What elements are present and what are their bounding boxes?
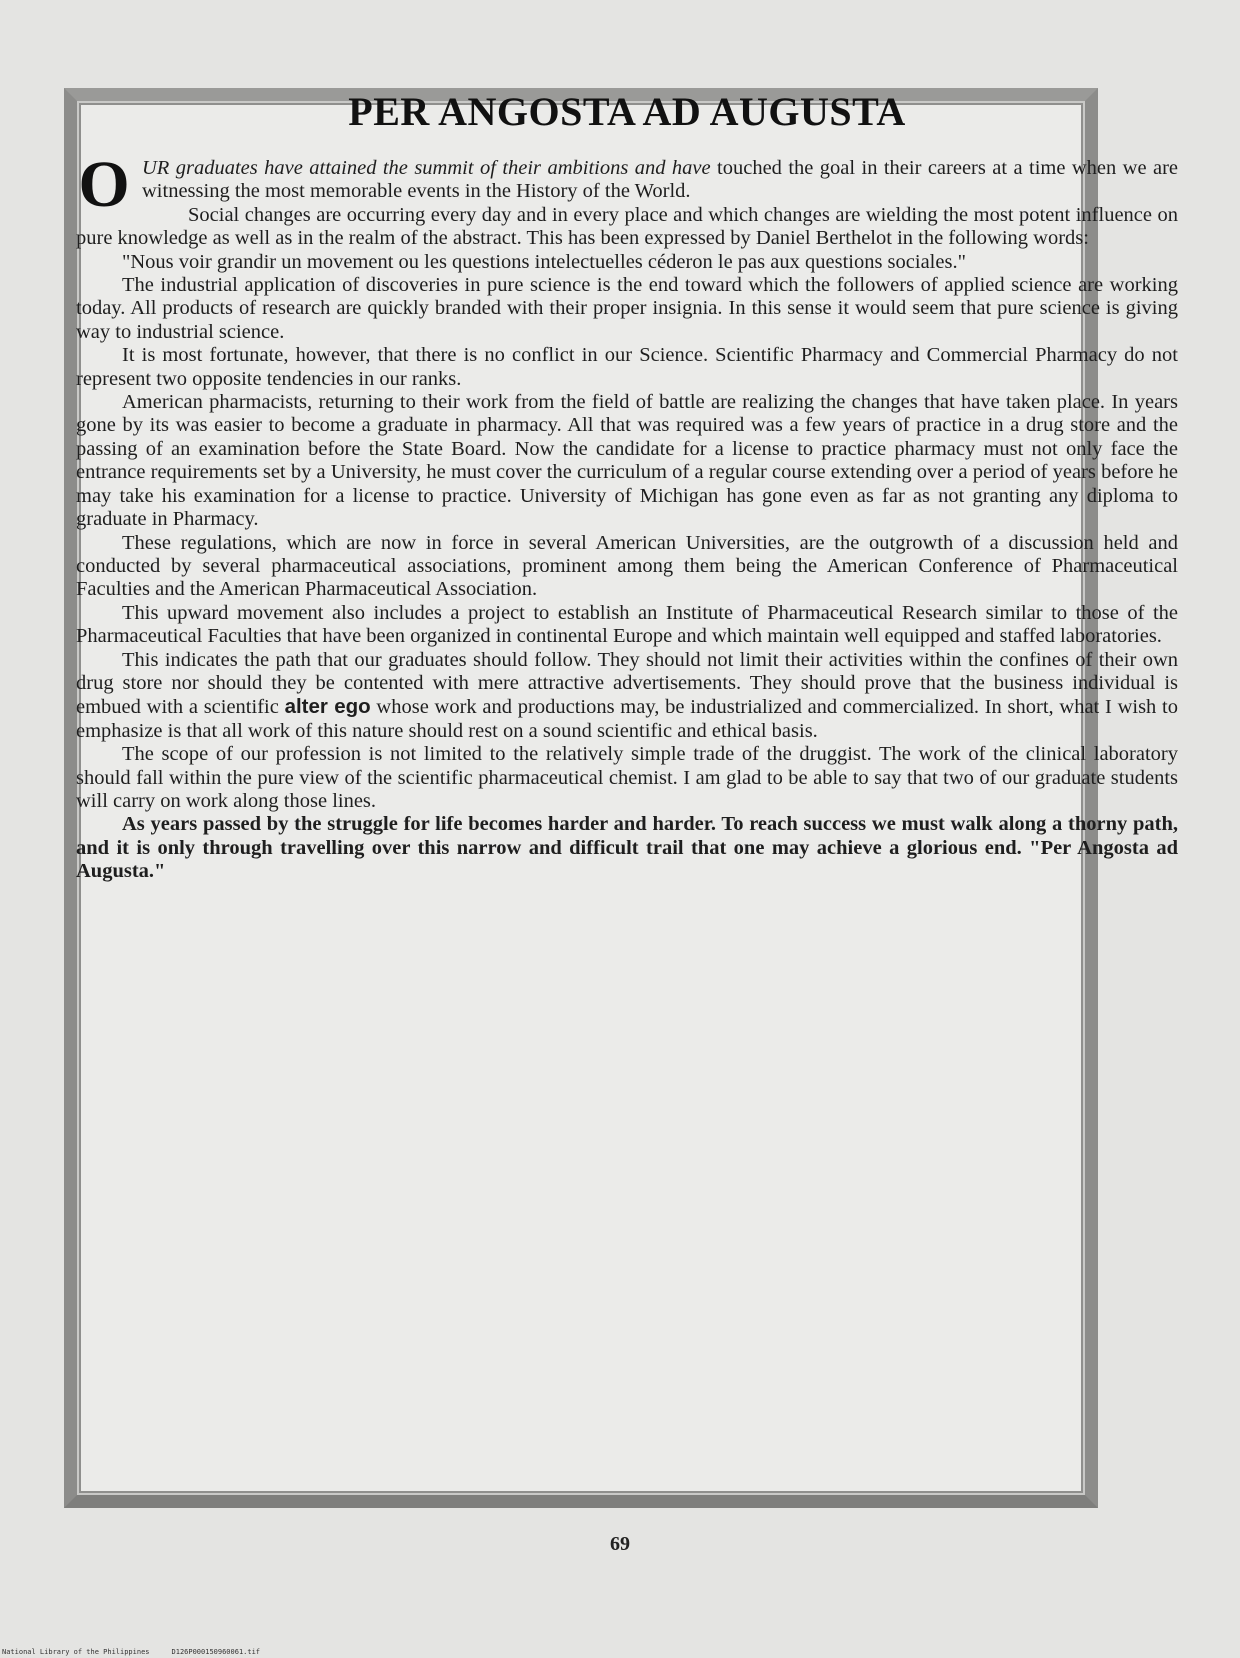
intro-text: touched the goal in their careers at a time when we are witnessing the most memorable events in the History of the World. [142,157,1179,203]
drop-cap: O [78,148,130,221]
page-number: 69 [610,1533,630,1555]
intro-italic-text: UR graduates have attained the summit of their ambitions and have [142,157,711,179]
paragraph-industrial-application: The industrial application of discoveries in pure science is the end toward which the followers of applied science are working today. All products of research are quickly branded with their proper insignia. In this sense it would seem that pure science is giving way to industrial science. [76,274,1178,343]
paragraph-path [76,649,1178,744]
page-title: PER ANGOSTA AD AUGUSTA [348,89,906,134]
paragraph-upward-movement: This upward movement also includes a project to establish an Institute of Pharmaceutical Research similar to those of the Pharmaceutical Faculties that have been organized in continental Europe and which maintain well equipped and staffed laboratories. [76,601,1178,648]
paragraph-american-pharmacists: American pharmacists, returning to their work from the field of battle are realizing the changes that have taken place. In years gone by its was easier to become a graduate in pharmacy. All that was required was a few years of practice in a drug store and the passing of an examination before the State Board. Now the candidate for a license to practice pharmacy must not only face the entrance requirements set by a University, he must cover the curriculum of a regular course extending over a period of years before he may take his examination for a license to practice. University of Michigan has gone even as far as not granting any diploma to graduate in Pharmacy. [76,391,1178,531]
paragraph-regulations: These regulations, which are now in force in several American Universities, are the outgrowth of a discussion held and conducted by several pharmaceutical associations, prominent among them being the American Conference of Pharmaceutical Faculties and the American Pharmaceutical Association. [76,531,1178,601]
path-text-after: whose work and productions may, be industrialized and commercialized. In short, what I wish to emphasize is that all work of this nature should rest on a sound scientific and ethical basis. [76,696,1178,742]
paragraph-intro [76,148,1179,221]
footer-library: National Library of the Philippines [2,1648,150,1656]
footer-file: D126P000150960061.tif [171,1648,261,1656]
paragraph-scope: The scope of our profession is not limited to the relatively simple trade of the druggist. The work of the clinical laboratory should fall within the pure view of the scientific pharmaceutical chemist. I am glad to be able to say that two of our graduate students will carry on work along those lines. [76,743,1178,812]
article [76,88,1178,884]
paragraph-quote: "Nous voir grandir un movement ou les questions intelectuelles céderon le pas aux questions sociales." [122,250,966,273]
path-text-before: This indicates the path that our graduates should follow. They should not limit their activities within the confines of their own drug store nor should they be contented with mere attractive advertisements. They should prove that the business individual is embued with a scientific [76,648,1178,719]
paragraph-closing: As years passed by the struggle for life becomes harder and harder. To reach success we must walk along a thorny path, and it is only through travelling over this narrow and difficult trail that one may achieve a glorious end. "Per Angosta ad Augusta." [76,813,1178,883]
paragraph-social-changes: Social changes are occurring every day and in every place and which changes are wielding the most potent influence on pure knowledge as well as in the realm of the abstract. This has been expressed by Daniel Berthelot in the following words: [76,203,1178,250]
paragraph-no-conflict: It is most fortunate, however, that there is no conflict in our Science. Scientific Pharmacy and Commercial Pharmacy do not represent two opposite tendencies in our ranks. [76,344,1178,390]
alter-ego-term: alter ego [284,695,371,719]
scan-footer [2,1648,260,1656]
